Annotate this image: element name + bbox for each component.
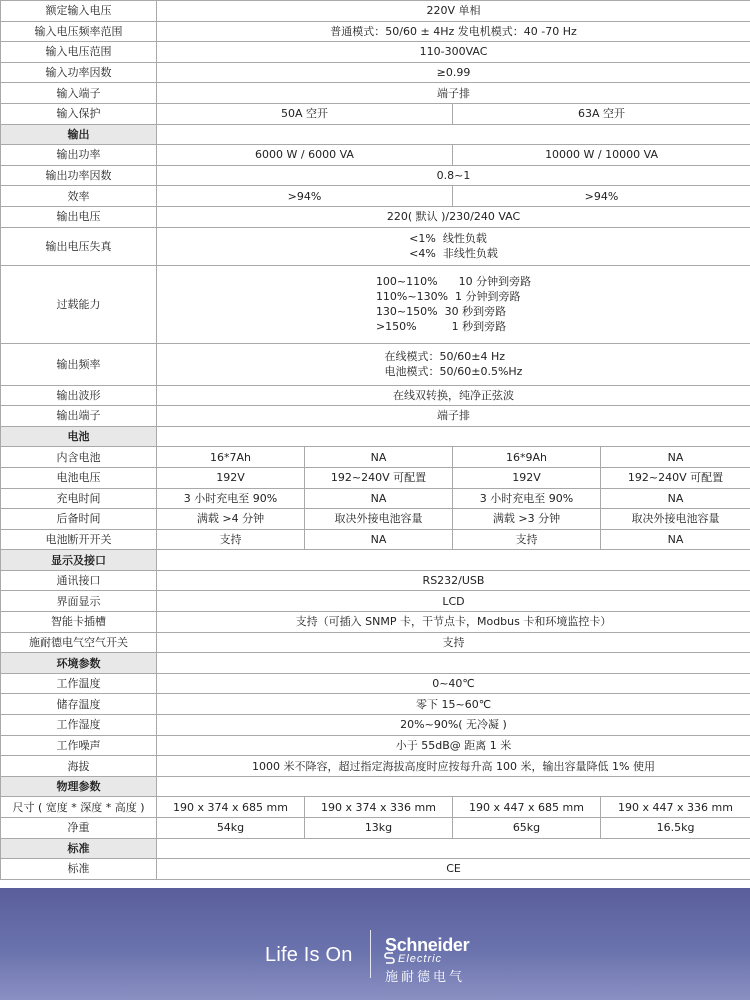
row-label: 标准	[1, 838, 157, 859]
table-row	[1, 529, 750, 550]
row-value: 20%~90%( 无冷凝 )	[157, 715, 750, 736]
table-row	[1, 83, 750, 104]
footer-banner	[0, 888, 750, 1000]
row-label: 显示及接口	[1, 550, 157, 571]
row-value: 在线双转换，纯净正弦波	[157, 385, 750, 406]
row-value: 0~40℃	[157, 673, 750, 694]
row-value: 取决外接电池容量	[601, 509, 750, 530]
row-value: 支持（可插入 SNMP 卡，干节点卡，Modbus 卡和环境监控卡）	[157, 612, 750, 633]
row-value: 16*7Ah	[157, 447, 305, 468]
table-row	[1, 186, 750, 207]
row-value: NA	[305, 447, 453, 468]
footer-divider	[370, 930, 371, 978]
table-row	[1, 265, 750, 343]
row-value: 190 x 447 x 685 mm	[453, 797, 601, 818]
row-value: 192~240V 可配置	[305, 467, 453, 488]
row-label: 输入端子	[1, 83, 157, 104]
row-value: 13kg	[305, 818, 453, 839]
table-row	[1, 632, 750, 653]
row-value: CE	[157, 859, 750, 880]
row-label: 额定输入电压	[1, 1, 157, 22]
table-row	[1, 227, 750, 265]
row-label: 输出功率因数	[1, 165, 157, 186]
table-row	[1, 756, 750, 777]
row-value: NA	[305, 488, 453, 509]
multiline-value: 在线模式：50/60±4 Hz 电池模式：50/60±0.5%Hz	[384, 350, 523, 379]
table-row	[1, 62, 750, 83]
table-row	[1, 406, 750, 427]
row-value: 16.5kg	[601, 818, 750, 839]
row-value	[157, 343, 750, 385]
row-value: NA	[601, 447, 750, 468]
row-value: 支持	[157, 529, 305, 550]
row-value: 支持	[157, 632, 750, 653]
life-is-on-tagline: Life Is On	[265, 944, 353, 966]
table-row	[1, 447, 750, 468]
table-row	[1, 206, 750, 227]
row-label: 工作噪声	[1, 735, 157, 756]
row-value: 3 小时充电至 90%	[453, 488, 601, 509]
row-label: 输入保护	[1, 103, 157, 124]
row-value: 220( 默认 )/230/240 VAC	[157, 206, 750, 227]
table-row	[1, 42, 750, 63]
row-value: 普通模式：50/60 ± 4Hz 发电机模式：40 -70 Hz	[157, 21, 750, 42]
row-label: 过载能力	[1, 265, 157, 343]
row-label: 输出波形	[1, 385, 157, 406]
section-header-row	[1, 653, 750, 674]
row-label: 效率	[1, 186, 157, 207]
row-value: 取决外接电池容量	[305, 509, 453, 530]
row-label: 净重	[1, 818, 157, 839]
row-label: 工作温度	[1, 673, 157, 694]
row-value: 65kg	[453, 818, 601, 839]
row-value: 10000 W / 10000 VA	[453, 145, 750, 166]
row-label: 施耐德电气空气开关	[1, 632, 157, 653]
row-value: 192V	[157, 467, 305, 488]
row-value: 190 x 374 x 336 mm	[305, 797, 453, 818]
row-label: 充电时间	[1, 488, 157, 509]
row-label: 输入功率因数	[1, 62, 157, 83]
table-row	[1, 570, 750, 591]
row-value: 192V	[453, 467, 601, 488]
row-value: 端子排	[157, 406, 750, 427]
row-label: 后备时间	[1, 509, 157, 530]
row-value: 零下 15~60℃	[157, 694, 750, 715]
table-row	[1, 673, 750, 694]
table-row	[1, 859, 750, 880]
row-label: 输入电压范围	[1, 42, 157, 63]
schneider-cn-logo-text: 施耐德电气	[385, 970, 466, 985]
table-row	[1, 103, 750, 124]
row-value: >94%	[453, 186, 750, 207]
table-row	[1, 467, 750, 488]
row-value	[157, 653, 750, 674]
row-label: 输出电压失真	[1, 227, 157, 265]
section-header-row	[1, 550, 750, 571]
row-label: 电池电压	[1, 467, 157, 488]
table-row	[1, 165, 750, 186]
section-header-row	[1, 124, 750, 145]
row-value: 54kg	[157, 818, 305, 839]
multiline-value: <1% 线性负载 <4% 非线性负载	[409, 232, 498, 261]
row-value: 63A 空开	[453, 103, 750, 124]
table-row	[1, 797, 750, 818]
spec-table-body	[1, 1, 750, 880]
table-row	[1, 488, 750, 509]
table-row	[1, 509, 750, 530]
row-value	[157, 838, 750, 859]
row-value: LCD	[157, 591, 750, 612]
table-row	[1, 735, 750, 756]
row-value: 50A 空开	[157, 103, 453, 124]
row-value: 6000 W / 6000 VA	[157, 145, 453, 166]
row-value	[157, 550, 750, 571]
row-value: 1000 米不降容，超过指定海拔高度时应按每升高 100 米，输出容量降低 1% 使用	[157, 756, 750, 777]
row-value: 190 x 447 x 336 mm	[601, 797, 750, 818]
row-value: 220V 单相	[157, 1, 750, 22]
row-label: 输出电压	[1, 206, 157, 227]
row-value: 110-300VAC	[157, 42, 750, 63]
row-label: 输出	[1, 124, 157, 145]
row-label: 输入电压频率范围	[1, 21, 157, 42]
row-value	[157, 124, 750, 145]
multiline-value: 100~110% 10 分钟到旁路 110%~130% 1 分钟到旁路 130~150% 30 秒到旁路 >150% 1 秒到旁路	[375, 275, 532, 334]
row-value: RS232/USB	[157, 570, 750, 591]
table-row	[1, 694, 750, 715]
row-value: NA	[601, 529, 750, 550]
table-row	[1, 343, 750, 385]
row-value: >94%	[157, 186, 453, 207]
row-label: 环境参数	[1, 653, 157, 674]
row-value: 支持	[453, 529, 601, 550]
table-row	[1, 1, 750, 22]
row-label: 海拔	[1, 756, 157, 777]
section-header-row	[1, 426, 750, 447]
row-label: 尺寸 ( 宽度 * 深度 * 高度 )	[1, 797, 157, 818]
row-label: 智能卡插槽	[1, 612, 157, 633]
row-label: 工作湿度	[1, 715, 157, 736]
table-row	[1, 591, 750, 612]
row-value: 192~240V 可配置	[601, 467, 750, 488]
row-value	[157, 426, 750, 447]
row-value	[157, 265, 750, 343]
table-row	[1, 145, 750, 166]
row-value	[157, 776, 750, 797]
row-value: NA	[601, 488, 750, 509]
table-row	[1, 818, 750, 839]
table-row	[1, 385, 750, 406]
row-label: 内含电池	[1, 447, 157, 468]
row-label: 界面显示	[1, 591, 157, 612]
row-value: 端子排	[157, 83, 750, 104]
row-label: 标准	[1, 859, 157, 880]
schneider-logo-text: Schneider	[385, 935, 470, 955]
section-header-row	[1, 838, 750, 859]
row-value: 满载 >4 分钟	[157, 509, 305, 530]
row-value: 3 小时充电至 90%	[157, 488, 305, 509]
row-label: 输出端子	[1, 406, 157, 427]
row-value: NA	[305, 529, 453, 550]
row-label: 储存温度	[1, 694, 157, 715]
row-value: 190 x 374 x 685 mm	[157, 797, 305, 818]
row-label: 电池	[1, 426, 157, 447]
row-label: 通讯接口	[1, 570, 157, 591]
row-label: 输出频率	[1, 343, 157, 385]
table-row	[1, 715, 750, 736]
table-row	[1, 21, 750, 42]
row-value: 0.8~1	[157, 165, 750, 186]
section-header-row	[1, 776, 750, 797]
electric-logo-text: Electric	[398, 953, 443, 965]
row-value	[157, 227, 750, 265]
schneider-s-icon	[384, 952, 396, 964]
row-value: 满载 >3 分钟	[453, 509, 601, 530]
row-label: 电池断开开关	[1, 529, 157, 550]
row-value: 16*9Ah	[453, 447, 601, 468]
table-row	[1, 612, 750, 633]
row-label: 输出功率	[1, 145, 157, 166]
row-label: 物理参数	[1, 776, 157, 797]
row-value: ≥0.99	[157, 62, 750, 83]
row-value: 小于 55dB@ 距离 1 米	[157, 735, 750, 756]
